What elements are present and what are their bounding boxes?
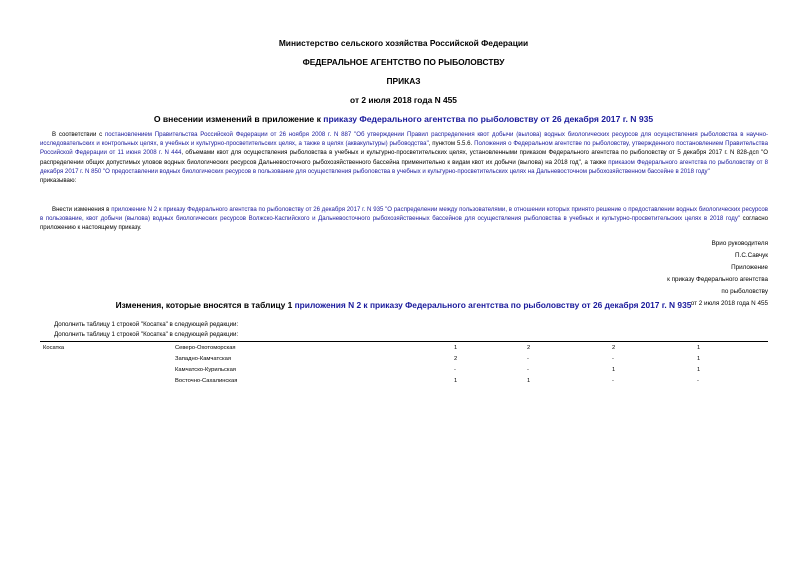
table-cell-value: 1 [454,378,458,384]
note-line-2: Дополнить таблицу 1 строкой "Косатка" в следующей редакции: [54,331,239,338]
table-cell-zone: Восточно-Сахалинская [175,378,238,384]
para1-link-1[interactable]: постановлением Правительства Российской Федерации от 26 ноября 2008 г. N 887 "Об утверждении Правил распределения квот добычи (вылова) водных биологических ресурсов для осуществления рыболовства в научно-исследовательских и контрольных целях, в учебных и культурно-просветительских целях, а также в целях (аквакультуры) рыбоводства" [40,131,769,148]
table-cell-value: - [612,378,614,384]
note-line-1: Дополнить таблицу 1 строкой "Косатка" в следующей редакции: [54,321,239,328]
table-cell-value: 2 [612,345,616,351]
ministry-heading: Министерство сельского хозяйства Российской Федерации [278,38,529,48]
appendix-to: к приказу Федерального агентства [667,276,768,283]
table-cell-value: 1 [697,345,701,351]
table-cell-value: - [697,378,699,384]
para1-text-1: В соответствии с [52,131,105,138]
para1-link-3[interactable]: приказом Федерального агентства по рыболовству от 8 декабря 2017 г. N 850 "О предоставлении водных биологических ресурсов в пользование для осуществления рыболовства в учебных и культурно-просветительских целях на Дальневосточном рыбохозяйственном бассейне в 2018 году" [40,158,768,175]
paragraph-basis [40,130,768,185]
table-cell-value: - [612,356,614,362]
table-cell-value: 1 [454,345,458,351]
date-number: от 2 июля 2018 года N 455 [350,95,457,105]
quota-table [40,341,768,386]
signature-role: Врио руководителя [711,240,768,247]
table-cell-value: 1 [697,356,701,362]
table-row [40,375,768,386]
changes-subtitle [0,300,807,310]
table-cell-zone: Северо-Охотоморская [175,345,236,351]
table-cell-value: 1 [612,367,616,373]
table-cell-value: - [454,367,456,373]
table-row [40,342,768,353]
document-title [0,114,807,124]
appendix-date: от 2 июля 2018 года N 455 [690,300,768,307]
subtitle-link[interactable]: приложения N 2 к приказу Федерального агентства по рыболовству от 26 декабря 2017 г. N 935 [294,300,692,310]
table-cell-value: 2 [527,345,531,351]
para1-link-2[interactable]: Положения о Федеральном агентстве по рыболовству, утвержденного постановлением Правительства Российской Федерации от 11 июня 2008 г. N 444 [40,140,768,157]
subtitle-text: Изменения, которые вносятся в таблицу 1 [115,300,295,310]
table-cell-zone: Камчатско-Курильская [175,367,236,373]
para2-link-1[interactable]: приложение N 2 к приказу Федерального агентства по рыболовству от 26 декабря 2017 г. N 935 "О распределении между пользователями, в отношении которых принято решение о предоставлении водных биологических ресурсов в пользование, квот добычи (вылова) водных биологических ресурсов Волжско-Каспийского и Дальневосточного рыбохозяйственных бассейнов для осуществления рыболовства в учебных и культурно-просветительских целях в 2018 году" [40,206,768,223]
table-cell-value: 1 [697,367,701,373]
appendix-label: Приложение [731,264,768,271]
table-row [40,353,768,364]
table-cell-value: 2 [454,356,458,362]
para1-text-3: , объемами квот для осуществления рыболовства в учебных и культурно-просветительских целях, установленными приказом Федерального агентства по рыболовству от 5 декабря 2017 г. N 828-дсп "О распределении общих допустимых уловов водных биологических ресурсов Дальневосточного рыбохозяйственного бассейна применительно к видам квот их добычи (вылова) на 2018 год", а также [40,149,769,166]
para2-text-1: Внести изменения в [52,206,112,213]
table-cell-value: - [527,356,529,362]
title-link[interactable]: приказу Федерального агентства по рыболовству от 26 декабря 2017 г. N 935 [323,114,654,124]
paragraph-order [40,205,768,233]
title-text: О внесении изменений в приложение к [153,114,324,124]
agency-heading: ФЕДЕРАЛЬНОЕ АГЕНТСТВО ПО РЫБОЛОВСТВУ [302,57,505,67]
para2-text-2: согласно приложению к настоящему приказу. [40,215,768,232]
para1-text-2: , пунктом 5.5.6. [428,140,475,148]
table-cell-zone: Западно-Камчатская [175,356,232,362]
appendix-agency: по рыболовству [721,288,768,295]
table-row [40,364,768,375]
signature-name: П.С.Савчук [735,252,768,259]
doc-type-heading: ПРИКАЗ [386,76,421,86]
para1-order-word: приказываю: [40,177,77,185]
table-cell-species: Косатка [43,345,65,351]
table-cell-value: - [527,367,529,373]
table-cell-value: 1 [527,378,531,384]
